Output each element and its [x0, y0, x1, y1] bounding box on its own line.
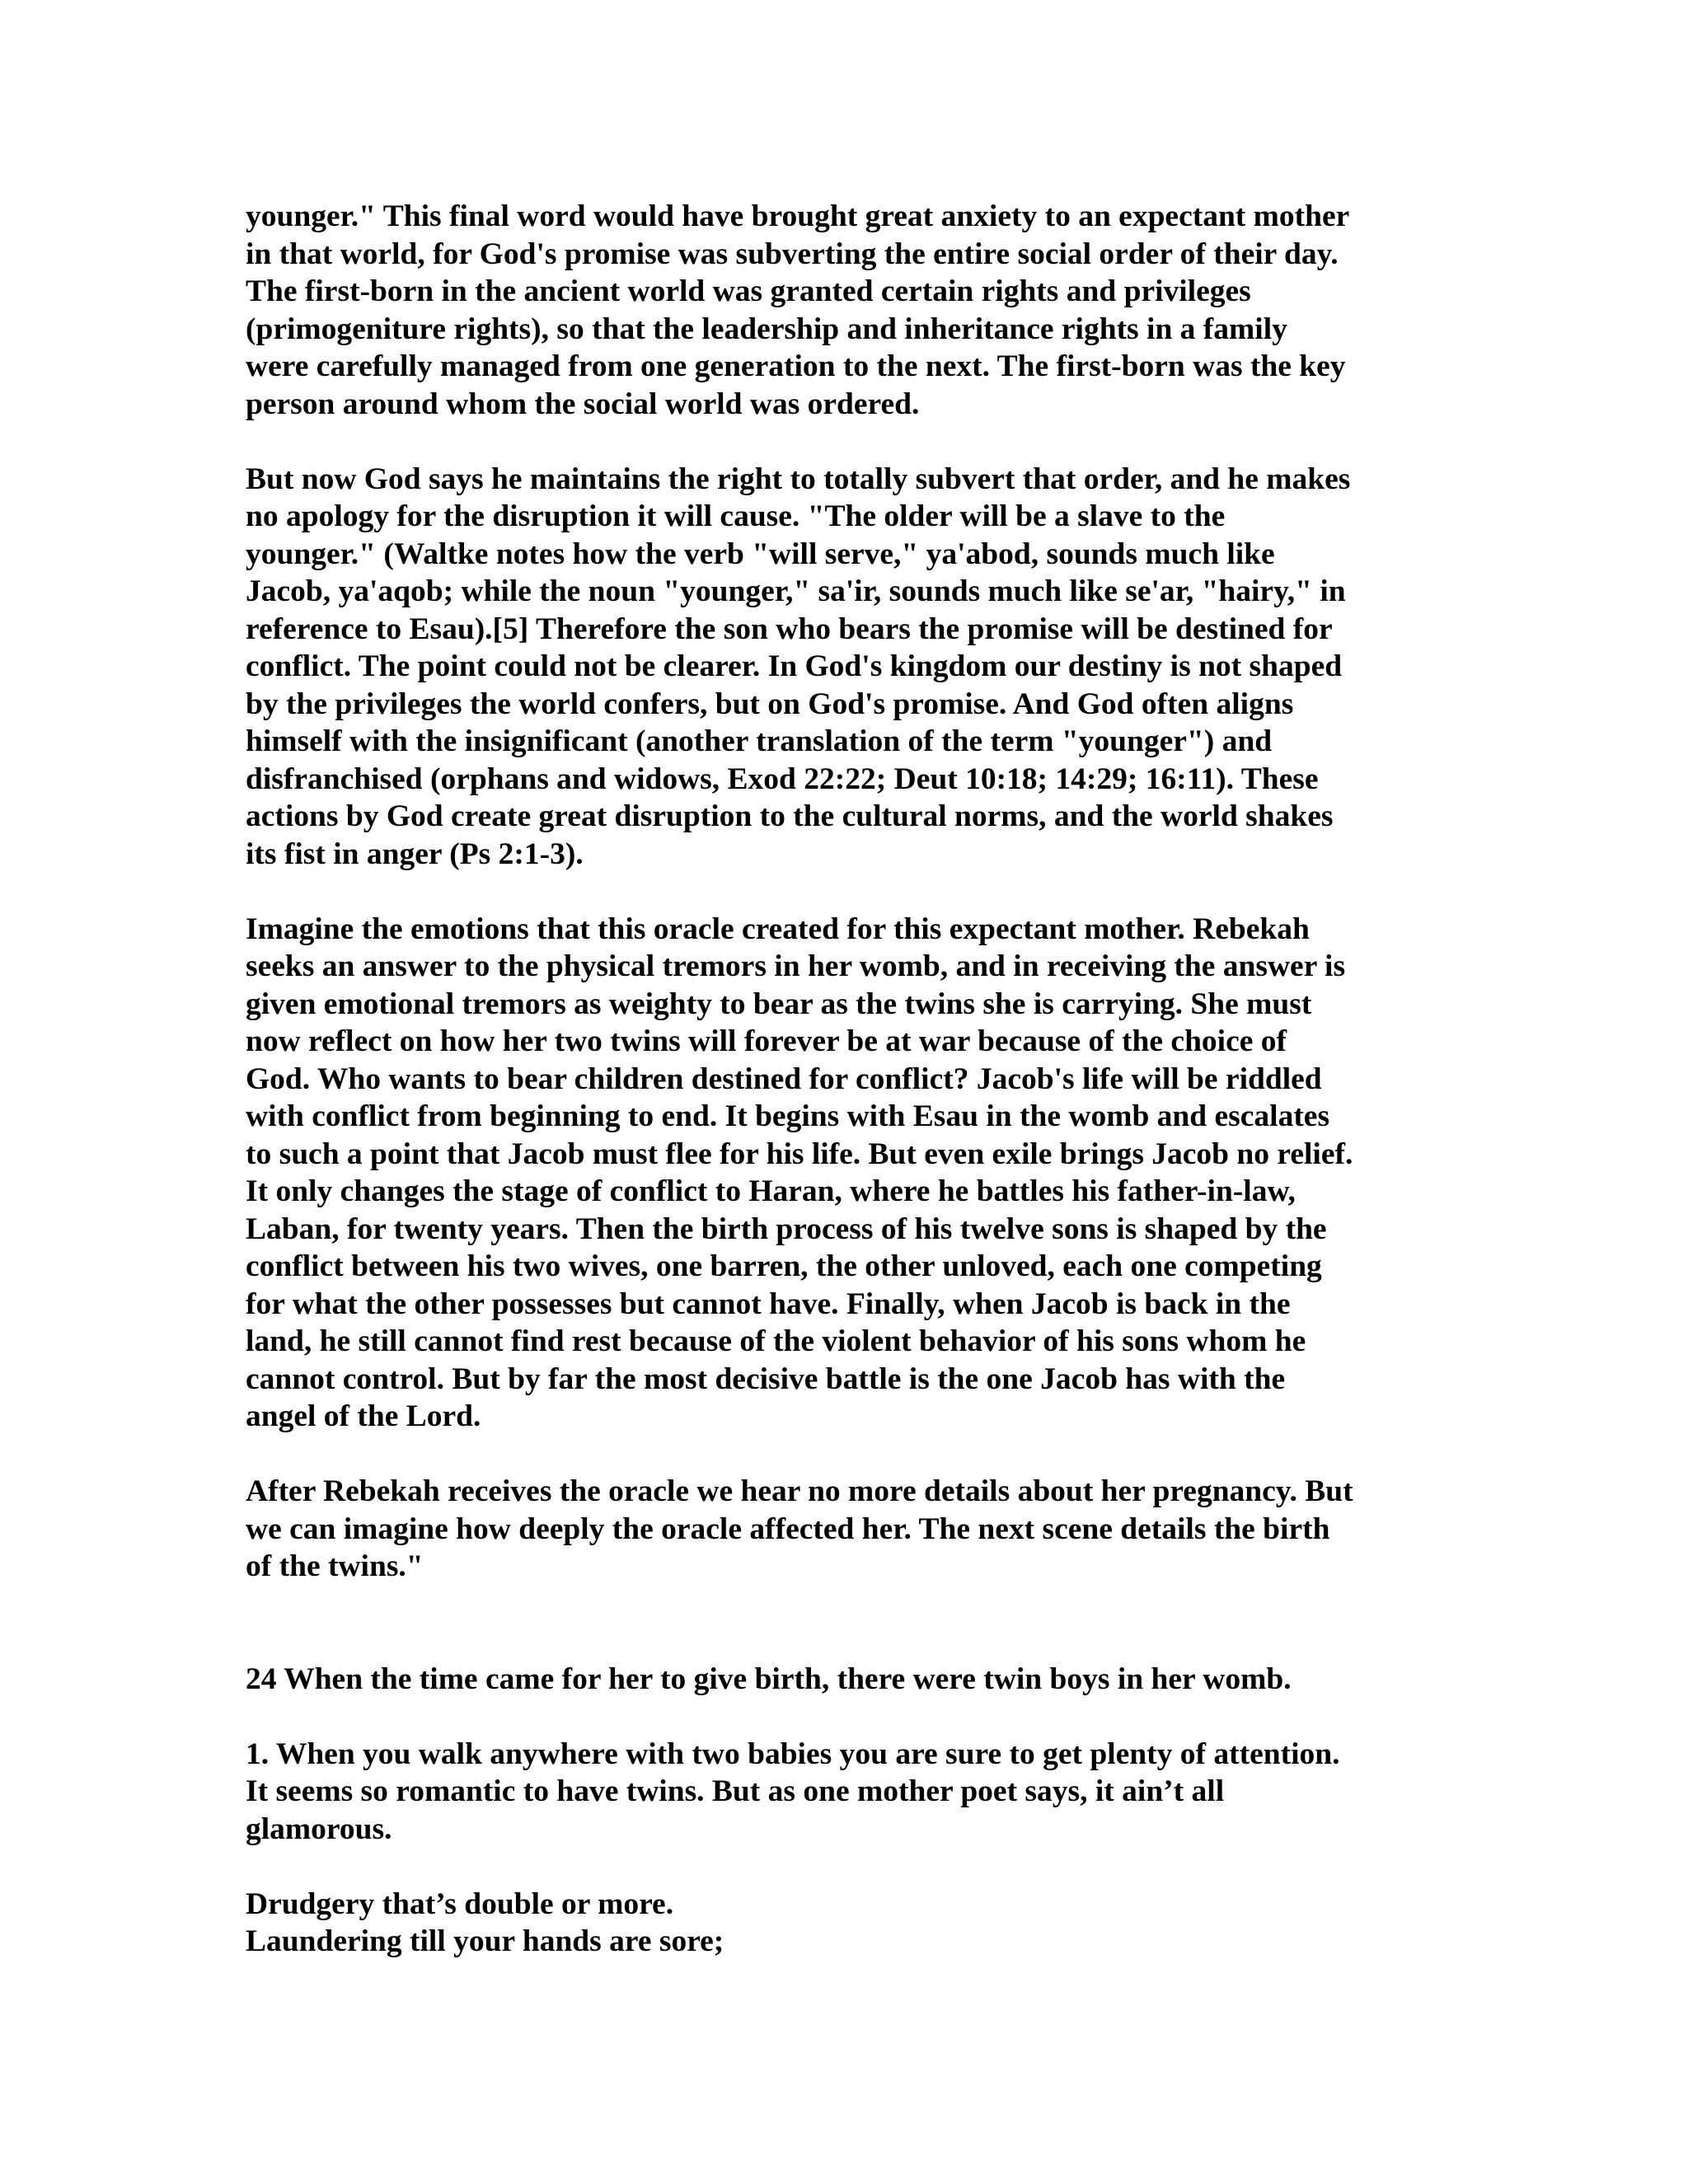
text-line: no apology for the disruption it will cause. "The older will be a slave to the	[246, 499, 1226, 533]
poem-line: Laundering till your hands are sore;	[246, 1924, 724, 1958]
text-line: The first-born in the ancient world was granted certain rights and privileges	[246, 274, 1251, 308]
text-line: conflict. The point could not be clearer. In God's kingdom our destiny is not shaped	[246, 649, 1343, 683]
paragraph-subvert-order	[246, 461, 1482, 874]
text-line: person around whom the social world was ordered.	[246, 387, 920, 421]
text-line: reference to Esau).[5] Therefore the son who bears the promise will be destined for	[246, 612, 1333, 646]
text-line: angel of the Lord.	[246, 1399, 481, 1433]
text-line: glamorous.	[246, 1811, 392, 1846]
text-line: Jacob, ya'aqob; while the noun "younger," sa'ir, sounds much like se'ar, "hairy," in	[246, 574, 1346, 608]
text-line: given emotional tremors as weighty to bear as the twins she is carrying. She must	[246, 987, 1312, 1021]
text-line: God. Who wants to bear children destined for conflict? Jacob's life will be riddled	[246, 1062, 1322, 1096]
text-line: younger." This final word would have brought great anxiety to an expectant mother	[246, 199, 1350, 233]
text-line: himself with the insignificant (another translation of the term "younger") and	[246, 724, 1273, 758]
document-page	[246, 198, 1482, 1998]
text-line: Laban, for twenty years. Then the birth process of his twelve sons is shaped by the	[246, 1212, 1327, 1246]
text-line: we can imagine how deeply the oracle affected her. The next scene details the birth	[246, 1511, 1330, 1546]
text-line: seeks an answer to the physical tremors in her womb, and in receiving the answer is	[246, 949, 1346, 983]
paragraph-after-oracle	[246, 1473, 1482, 1586]
poem-excerpt	[246, 1886, 1482, 1961]
text-line: It seems so romantic to have twins. But as one mother poet says, it ain’t all	[246, 1774, 1225, 1808]
text-line: actions by God create great disruption to the cultural norms, and the world shakes	[246, 799, 1334, 833]
text-line: disfranchised (orphans and widows, Exod 22:22; Deut 10:18; 14:29; 16:11). These	[246, 762, 1319, 796]
text-line: Imagine the emotions that this oracle created for this expectant mother. Rebekah	[246, 912, 1310, 946]
text-line: now reflect on how her two twins will forever be at war because of the choice of	[246, 1024, 1287, 1058]
text-line: After Rebekah receives the oracle we hear no more details about her pregnancy. But	[246, 1474, 1353, 1508]
text-line: But now God says he maintains the right to totally subvert that order, and he makes	[246, 462, 1351, 496]
text-line: It only changes the stage of conflict to Haran, where he battles his father-in-law,	[246, 1174, 1296, 1208]
verse-24	[246, 1661, 1482, 1699]
text-line: by the privileges the world confers, but on God's promise. And God often aligns	[246, 687, 1294, 721]
text-line: were carefully managed from one generation to the next. The first-born was the key	[246, 349, 1346, 383]
text-line: (primogeniture rights), so that the leadership and inheritance rights in a family	[246, 312, 1287, 346]
point-1-twins-attention	[246, 1736, 1482, 1849]
text-line: younger." (Waltke notes how the verb "will serve," ya'abod, sounds much like	[246, 537, 1275, 571]
poem-line: Drudgery that’s double or more.	[246, 1886, 674, 1921]
text-line: of the twins."	[246, 1549, 424, 1583]
text-line: cannot control. But by far the most decisive battle is the one Jacob has with the	[246, 1361, 1286, 1396]
paragraph-primogeniture	[246, 198, 1482, 423]
text-line: land, he still cannot find rest because of the violent behavior of his sons whom he	[246, 1324, 1306, 1358]
text-line: with conflict from beginning to end. It begins with Esau in the womb and escalates	[246, 1099, 1330, 1133]
text-line: its fist in anger (Ps 2:1-3).	[246, 837, 584, 871]
text-line: to such a point that Jacob must flee for his life. But even exile brings Jacob no relief.	[246, 1137, 1353, 1171]
text-line: in that world, for God's promise was subverting the entire social order of their day.	[246, 237, 1339, 271]
text-line: 24 When the time came for her to give birth, there were twin boys in her womb.	[246, 1661, 1292, 1696]
text-line: conflict between his two wives, one barren, the other unloved, each one competing	[246, 1249, 1322, 1283]
text-line: for what the other possesses but cannot have. Finally, when Jacob is back in the	[246, 1286, 1291, 1321]
paragraph-emotions-oracle	[246, 911, 1482, 1436]
text-line: 1. When you walk anywhere with two babies you are sure to get plenty of attention.	[246, 1736, 1340, 1771]
